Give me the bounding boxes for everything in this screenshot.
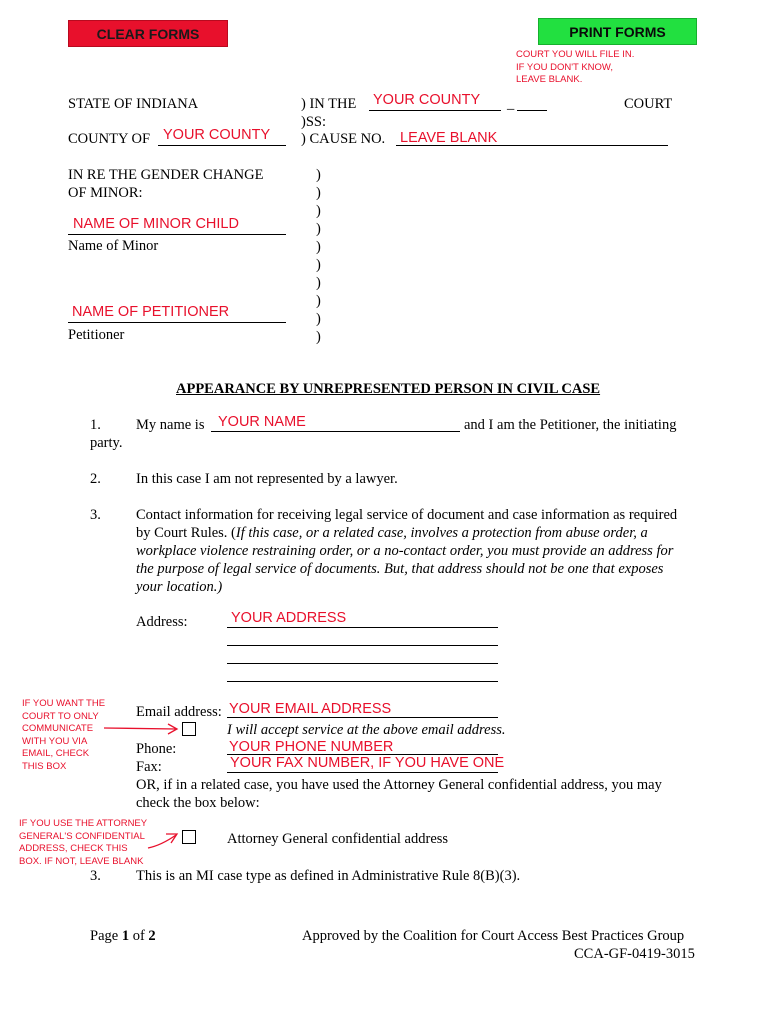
page-prefix: Page <box>90 928 119 944</box>
contact-line-3: workplace violence restraining order, or a no-contact order, you must provide an address for <box>136 543 674 559</box>
email-note-line: COURT TO ONLY <box>22 710 99 722</box>
address-line-4 <box>227 681 498 682</box>
court-note-line: COURT YOU WILL FILE IN. <box>516 49 635 60</box>
ag-side-note <box>19 818 147 868</box>
petitioner-label: Petitioner <box>68 327 125 343</box>
phone-label: Phone: <box>136 741 177 757</box>
paren: ) <box>316 239 321 255</box>
contact-line-2-plain: by Court Rules. ( <box>136 525 236 541</box>
court-note-line: IF YOU DON'T KNOW, <box>516 61 613 73</box>
court-type-line <box>517 110 547 111</box>
page-number <box>90 927 156 945</box>
item-1-number: 1. <box>90 417 101 433</box>
my-name-field[interactable]: YOUR NAME <box>218 414 306 430</box>
page-of: of <box>132 928 145 944</box>
paren: ) <box>316 257 321 273</box>
or-line-1: OR, if in a related case, you have used the Attorney General confidential address, you may <box>136 777 662 793</box>
form-id: CCA-GF-0419-3015 <box>574 946 695 962</box>
item-2-number: 2. <box>90 471 101 487</box>
ag-arrow-icon <box>148 835 176 848</box>
county-line <box>158 145 286 146</box>
cause-no-label: ) CAUSE NO. <box>301 131 386 147</box>
paren: ) <box>316 167 321 183</box>
email-side-note <box>22 698 105 773</box>
email-label: Email address: <box>136 704 222 720</box>
petitioner-tail: and I am the Petitioner, the initiating <box>464 417 677 433</box>
county-of-label: COUNTY OF <box>68 131 151 147</box>
item-3b-number: 3. <box>90 868 101 884</box>
email-arrow-head <box>168 724 177 734</box>
ag-note-line: BOX. IF NOT, LEAVE BLANK <box>19 855 144 867</box>
fax-field[interactable]: YOUR FAX NUMBER, IF YOU HAVE ONE <box>230 755 505 771</box>
accept-email-text: I will accept service at the above email address. <box>227 722 506 738</box>
my-name-label: My name is <box>136 417 205 433</box>
minor-name-line <box>68 234 286 235</box>
contact-line-2-italic: If this case, or a related case, involves a protection from abuse order, a <box>235 525 648 541</box>
contact-line-2 <box>136 524 648 542</box>
email-note-line: COMMUNICATE <box>22 723 94 734</box>
paren: ) <box>316 221 321 237</box>
county-field[interactable]: YOUR COUNTY <box>163 127 271 143</box>
minor-name-field[interactable]: NAME OF MINOR CHILD <box>73 216 239 232</box>
document-title: APPEARANCE BY UNREPRESENTED PERSON IN CIVIL CASE <box>176 381 601 397</box>
caption-paren-column <box>316 166 321 346</box>
ss-label: )SS: <box>301 114 326 130</box>
paren: ) <box>316 275 321 291</box>
approved-by: Approved by the Coalition for Court Access Best Practices Group <box>302 928 685 944</box>
paren: ) <box>316 311 321 327</box>
ag-note-line: IF YOU USE THE ATTORNEY <box>19 818 148 829</box>
email-note-line: IF YOU WANT THE <box>22 698 106 709</box>
email-field[interactable]: YOUR EMAIL ADDRESS <box>229 701 392 717</box>
paren: ) <box>316 185 321 201</box>
paren: ) <box>316 203 321 219</box>
address-field[interactable]: YOUR ADDRESS <box>231 610 347 626</box>
court-county-field[interactable]: YOUR COUNTY <box>373 92 481 108</box>
ag-confidential-checkbox[interactable] <box>182 830 196 844</box>
fax-label: Fax: <box>136 759 162 775</box>
phone-field[interactable]: YOUR PHONE NUMBER <box>229 739 394 755</box>
contact-line-5: your location.) <box>136 579 223 595</box>
address-label: Address: <box>136 614 188 630</box>
email-arrow-icon <box>104 728 176 729</box>
paren: ) <box>316 293 321 309</box>
ag-confidential-label: Attorney General confidential address <box>227 831 449 847</box>
ag-note-line: ADDRESS, CHECK THIS <box>19 843 128 854</box>
address-line-3 <box>227 663 498 664</box>
clear-forms-button[interactable]: CLEAR FORMS <box>68 20 228 47</box>
email-note-line: THIS BOX <box>22 760 67 772</box>
contact-line-1: Contact information for receiving legal service of document and case information as required <box>136 507 678 523</box>
court-note <box>516 49 634 87</box>
email-line <box>227 717 498 718</box>
item-3-number: 3. <box>90 507 101 523</box>
or-line-2: check the box below: <box>136 795 260 811</box>
email-note-line: EMAIL, CHECK <box>22 748 90 759</box>
party-text: party. <box>90 435 123 451</box>
accept-email-checkbox[interactable] <box>182 722 196 736</box>
address-line-2 <box>227 645 498 646</box>
minor-name-label: Name of Minor <box>68 238 159 254</box>
petitioner-line <box>68 322 286 323</box>
in-re-line-1: IN RE THE GENDER CHANGE <box>68 167 264 183</box>
in-re-line-2: OF MINOR: <box>68 185 143 201</box>
court-label: COURT <box>624 96 673 112</box>
my-name-line <box>211 431 460 432</box>
in-the-label: ) IN THE <box>301 96 357 112</box>
address-line-1 <box>227 627 498 628</box>
print-forms-button[interactable]: PRINT FORMS <box>538 18 697 45</box>
page-total: 2 <box>148 928 156 944</box>
ag-note-line: GENERAL'S CONFIDENTIAL <box>19 830 145 842</box>
not-represented-text: In this case I am not represented by a lawyer. <box>136 471 398 487</box>
fax-line <box>227 772 498 773</box>
email-note-line: WITH YOU VIA <box>22 735 88 747</box>
court-note-line: LEAVE BLANK. <box>516 74 583 85</box>
page-current: 1 <box>121 928 130 944</box>
mi-case-text: This is an MI case type as defined in Administrative Rule 8(B)(3). <box>136 868 521 884</box>
contact-line-4: the purpose of legal service of documents. But, that address should not be one that exposes <box>136 561 664 577</box>
cause-no-field[interactable]: LEAVE BLANK <box>400 130 498 146</box>
state-label: STATE OF INDIANA <box>68 96 199 112</box>
ag-arrow-head <box>166 834 177 843</box>
court-county-line <box>369 110 501 111</box>
paren: ) <box>316 329 321 345</box>
petitioner-field[interactable]: NAME OF PETITIONER <box>72 304 230 320</box>
court-dash: _ <box>507 96 515 112</box>
